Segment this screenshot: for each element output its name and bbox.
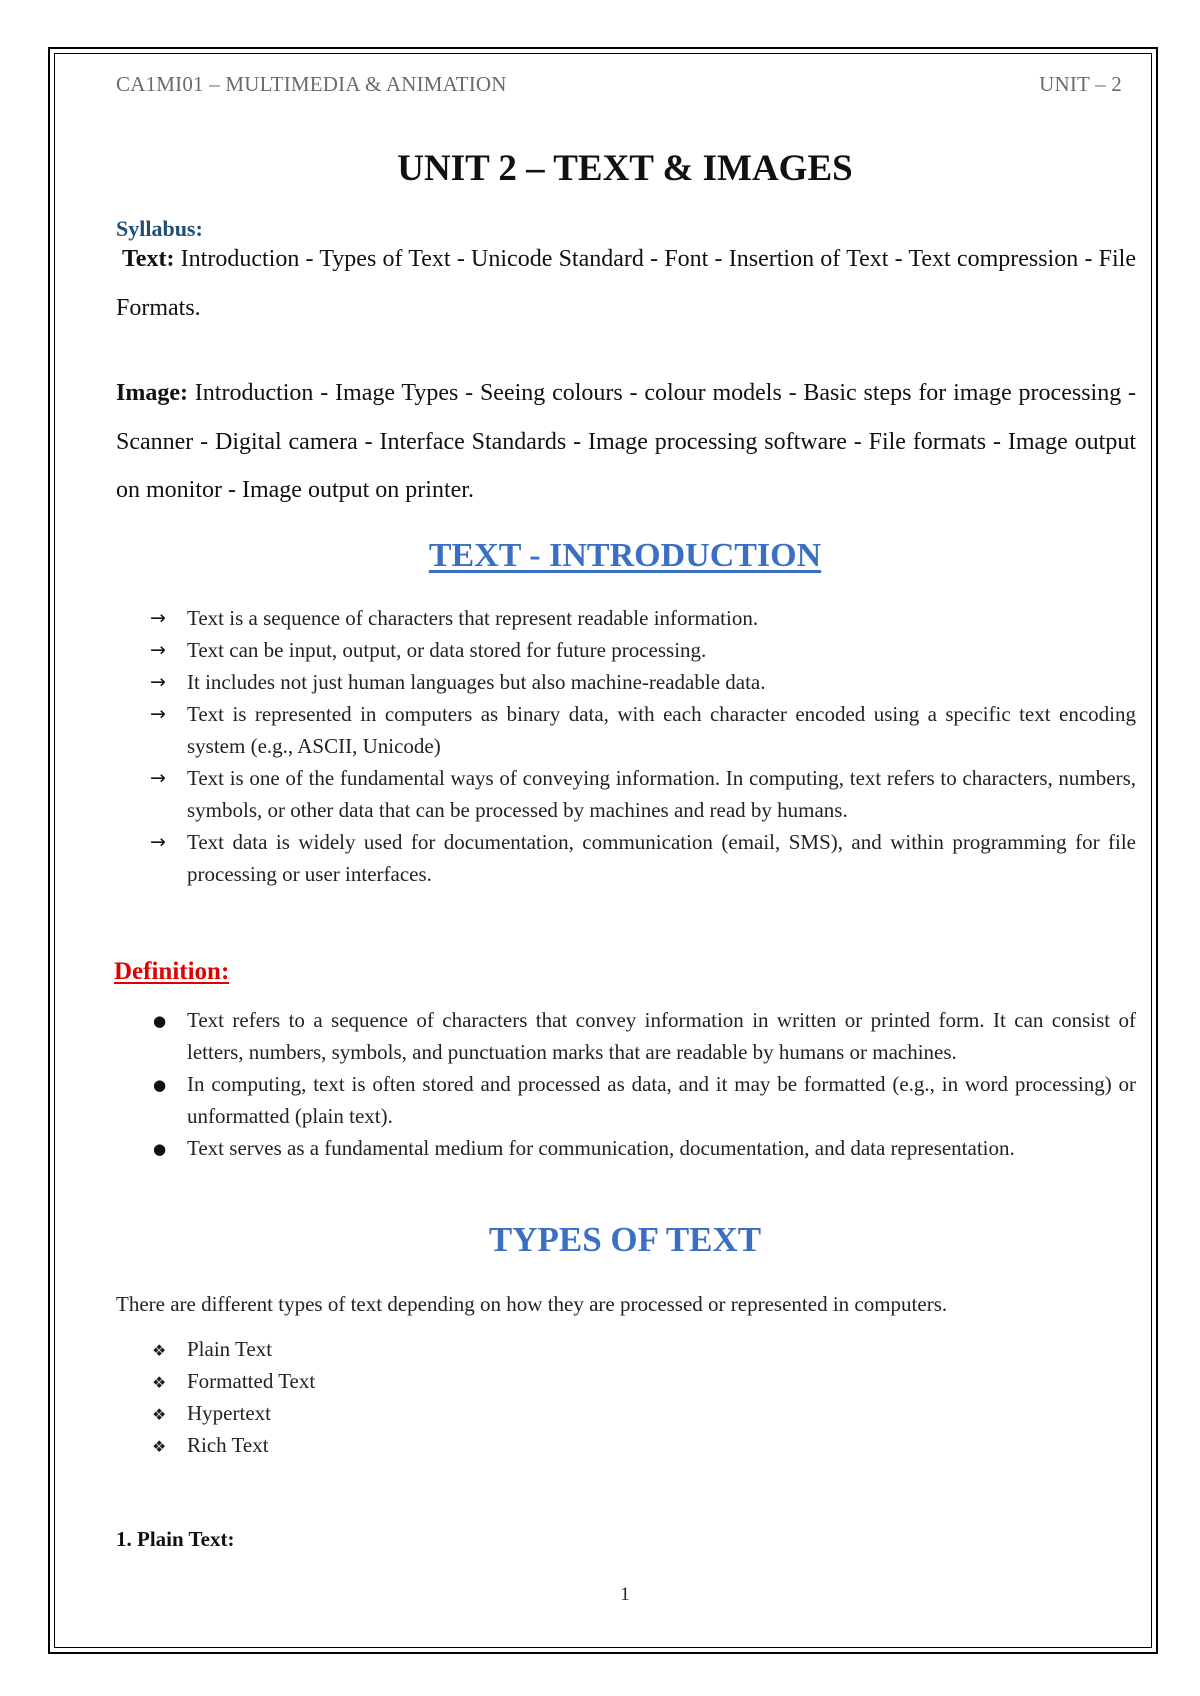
- bullet-icon: ●: [153, 1140, 167, 1158]
- page-number: 1: [620, 1584, 630, 1605]
- syllabus-text-label: Text:: [122, 246, 175, 272]
- definition-label: Definition:: [114, 958, 230, 985]
- list-item: → It includes not just human languages but also machine-readable data.: [150, 666, 1136, 698]
- arrow-icon: →: [150, 639, 166, 661]
- diamond-bullet-icon: ❖: [152, 1341, 167, 1360]
- list-item: ❖ Hypertext: [150, 1397, 1136, 1429]
- page-title: UNIT 2 – TEXT & IMAGES: [397, 148, 853, 189]
- syllabus-image-label: Image:: [116, 380, 188, 406]
- list-item: ● Text refers to a sequence of characters that convey information in written or printed form. It can consist of letters, numbers, symbols, and punctuation marks that are readable by humans or machines.: [150, 1004, 1136, 1068]
- syllabus-image-body: Introduction - Image Types - Seeing colours - colour models - Basic steps for image processing - Scanner - Digital camera - Interface Standards - Image processing software - File formats - Image output on monitor - Image output on printer.: [116, 380, 1136, 503]
- diamond-bullet-icon: ❖: [152, 1405, 167, 1424]
- list-item: → Text is a sequence of characters that represent readable information.: [150, 602, 1136, 634]
- subheading-plain-text: 1. Plain Text:: [116, 1527, 235, 1551]
- list-item: → Text is one of the fundamental ways of conveying information. In computing, text refers to characters, numbers, symbols, or other data that can be processed by machines and read by humans.: [150, 762, 1136, 826]
- bullet-icon: ●: [153, 1076, 167, 1094]
- section-heading-text-introduction: TEXT - INTRODUCTION: [428, 537, 822, 574]
- arrow-icon: →: [150, 671, 166, 693]
- section-heading-types-of-text: TYPES OF TEXT: [488, 1220, 762, 1259]
- list-item: ❖ Plain Text: [150, 1333, 1136, 1365]
- types-list: [150, 1333, 1136, 1461]
- list-item: ❖ Rich Text: [150, 1429, 1136, 1461]
- syllabus-image-paragraph: [116, 369, 1136, 515]
- list-item: ● In computing, text is often stored and processed as data, and it may be formatted (e.g., in word processing) or unformatted (plain text).: [150, 1068, 1136, 1132]
- arrow-icon: →: [150, 703, 166, 725]
- header-unit-label: UNIT – 2: [1039, 72, 1122, 96]
- page-header: [116, 72, 1122, 97]
- arrow-icon: →: [150, 607, 166, 629]
- header-course-title: CA1MI01 – MULTIMEDIA & ANIMATION: [116, 72, 507, 96]
- definition-list: [150, 1004, 1136, 1164]
- list-item: ● Text serves as a fundamental medium for communication, documentation, and data representation.: [150, 1132, 1136, 1164]
- arrow-icon: →: [150, 767, 166, 789]
- bullet-icon: ●: [153, 1012, 167, 1030]
- types-intro: There are different types of text depending on how they are processed or represented in computers.: [116, 1292, 948, 1316]
- list-item: → Text is represented in computers as binary data, with each character encoded using a specific text encoding system (e.g., ASCII, Unicode): [150, 698, 1136, 762]
- list-item: → Text can be input, output, or data stored for future processing.: [150, 634, 1136, 666]
- arrow-icon: →: [150, 831, 166, 853]
- syllabus-text-paragraph: [116, 235, 1136, 332]
- diamond-bullet-icon: ❖: [152, 1437, 167, 1456]
- diamond-bullet-icon: ❖: [152, 1373, 167, 1392]
- syllabus-text-body: Introduction - Types of Text - Unicode Standard - Font - Insertion of Text - Text compression - File Formats.: [116, 246, 1136, 321]
- syllabus-label: Syllabus:: [116, 216, 203, 241]
- list-item: ❖ Formatted Text: [150, 1365, 1136, 1397]
- text-intro-list: [150, 602, 1136, 890]
- list-item: → Text data is widely used for documentation, communication (email, SMS), and within programming for file processing or user interfaces.: [150, 826, 1136, 890]
